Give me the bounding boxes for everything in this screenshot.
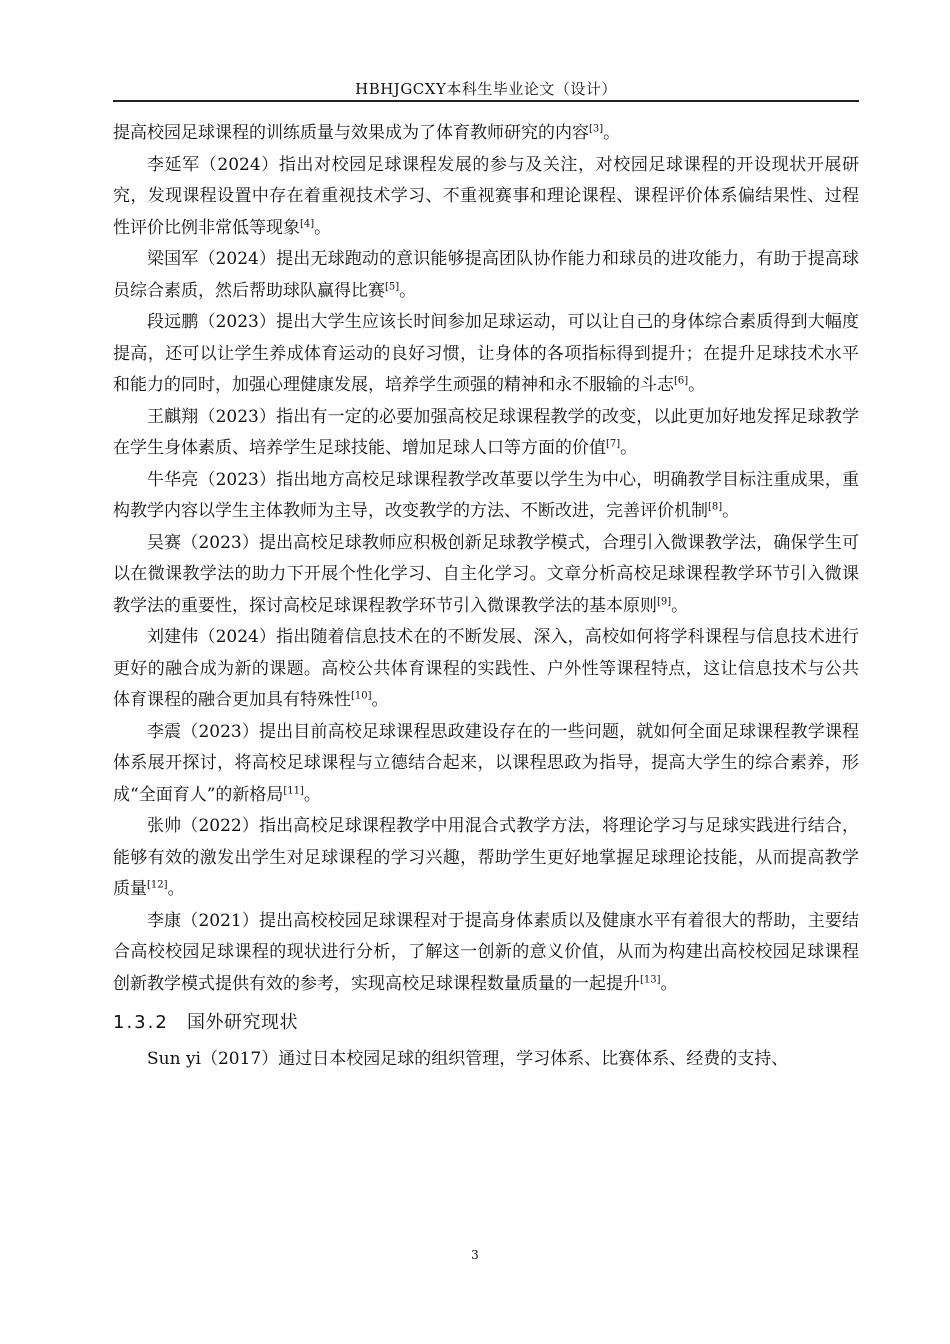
- citation-ref: [4]: [300, 217, 315, 229]
- section-number: 1.3.2: [113, 1012, 169, 1033]
- body-paragraph: [113, 811, 859, 906]
- citation-ref: [3]: [589, 123, 604, 135]
- body-paragraph: [113, 118, 859, 150]
- paragraph-end: 。: [722, 501, 740, 521]
- citation-ref: [11]: [283, 784, 304, 796]
- paragraph-end: 。: [671, 595, 689, 616]
- body-paragraph: [113, 244, 859, 307]
- paragraph-text: 梁国军（2024）提出无球跑动的意识能够提高团队协作能力和球员的进攻能力，有助于提高球员综合素质，然后帮助球队赢得比赛: [113, 249, 859, 301]
- body-paragraph-last: Sun yi（2017）通过日本校园足球的组织管理，学习体系、比赛体系、经费的支持、: [147, 1049, 789, 1069]
- body-paragraph: [113, 307, 859, 402]
- paragraph-end: 。: [620, 438, 638, 458]
- paragraph-end: 。: [303, 784, 321, 805]
- body-paragraph: [113, 465, 859, 528]
- citation-ref: [5]: [385, 280, 400, 292]
- paragraph-text: 李延军（2024）指出对校园足球课程发展的参与及关注，对校园足球课程的开设现状开展研究，发现课程设置中存在着重视技术学习、不重视赛事和理论课程、课程评价体系偏结果性、过程性评价比例非常低等现象: [113, 154, 859, 238]
- citation-ref: [7]: [606, 438, 621, 450]
- body-paragraph: [113, 528, 859, 623]
- paragraph-end: 。: [314, 217, 332, 238]
- body-paragraph: [113, 402, 859, 465]
- paragraph-text: 李康（2021）提出高校校园足球课程对于提高身体素质以及健康水平有着很大的帮助，主要结合高校校园足球课程的现状进行分析，了解这一创新的意义价值，从而为构建出高校校园足球课程创新教学模式提供有效的参考，实现高校足球课程数量质量的一起提升: [113, 910, 859, 994]
- paragraph-list: [113, 118, 859, 1000]
- paragraph-text: 牛华亮（2023）指出地方高校足球课程教学改革要以学生为中心，明确教学目标注重成果，重构教学内容以学生主体教师为主导，改变教学的方法、不断改进，完善评价机制: [113, 469, 859, 521]
- citation-ref: [9]: [657, 595, 672, 607]
- citation-ref: [8]: [708, 501, 723, 513]
- header-rule: [113, 100, 859, 102]
- paragraph-text: 王麒翔（2023）指出有一定的必要加强高校足球课程教学的改变，以此更加好地发挥足球教学在学生身体素质、培养学生足球技能、增加足球人口等方面的价值: [113, 406, 859, 458]
- body-paragraph: [113, 717, 859, 812]
- paragraph-text: 段远鹏（2023）提出大学生应该长时间参加足球运动，可以让自己的身体综合素质得到大幅度提高，还可以让学生养成体育运动的良好习惯，让身体的各项指标得到提升；在提升足球技术水平和能力的同时，加强心理健康发展，培养学生顽强的精神和永不服输的斗志: [113, 312, 859, 395]
- body-paragraph: [113, 906, 859, 1001]
- section-title: 国外研究现状: [187, 1012, 298, 1033]
- paragraph-text: 张帅（2022）指出高校足球课程教学中用混合式教学方法，将理论学习与足球实践进行结合，能够有效的激发出学生对足球课程的学习兴趣，帮助学生更好地掌握足球理论技能，从而提高教学质量: [113, 816, 859, 899]
- citation-ref: [13]: [640, 973, 661, 985]
- paragraph-text: 李震（2023）提出目前高校足球课程思政建设存在的一些问题，就如何全面足球课程教学课程体系展开探讨，将高校足球课程与立德结合起来，以课程思政为指导，提高大学生的综合素养，形成“全面育人”的新格局: [113, 721, 859, 805]
- paragraph-end: 。: [688, 375, 706, 395]
- citation-ref: [6]: [674, 375, 689, 387]
- citation-ref: [12]: [147, 879, 168, 891]
- body-paragraph: [113, 622, 859, 717]
- paragraph-end: 。: [660, 973, 678, 994]
- citation-ref: [10]: [351, 690, 372, 702]
- main-text: [113, 118, 859, 1076]
- paragraph-text: 提高校园足球课程的训练质量与效果成为了体育教师研究的内容: [113, 123, 589, 143]
- section-heading: [113, 1007, 859, 1039]
- paragraph-end: 。: [603, 123, 621, 143]
- page-number: 3: [471, 1248, 479, 1262]
- paragraph-end: 。: [167, 879, 185, 899]
- paragraph-end: 。: [399, 280, 417, 301]
- paragraph-end: 。: [371, 690, 389, 710]
- paragraph-text: 刘建伟（2024）指出随着信息技术在的不断发展、深入，高校如何将学科课程与信息技术进行更好的融合成为新的课题。高校公共体育课程的实践性、户外性等课程特点，这让信息技术与公共体育课程的融合更加具有特殊性: [113, 627, 859, 710]
- paragraph-text: 吴赛（2023）提出高校足球教师应积极创新足球教学模式，合理引入微课教学法，确保学生可以在微课教学法的助力下开展个性化学习、自主化学习。文章分析高校足球课程教学环节引入微课教学法的重要性，探讨高校足球课程教学环节引入微课教学法的基本原则: [113, 532, 859, 616]
- running-header: HBHJGCXY本科生毕业论文（设计）: [355, 80, 617, 98]
- body-paragraph: [113, 150, 859, 245]
